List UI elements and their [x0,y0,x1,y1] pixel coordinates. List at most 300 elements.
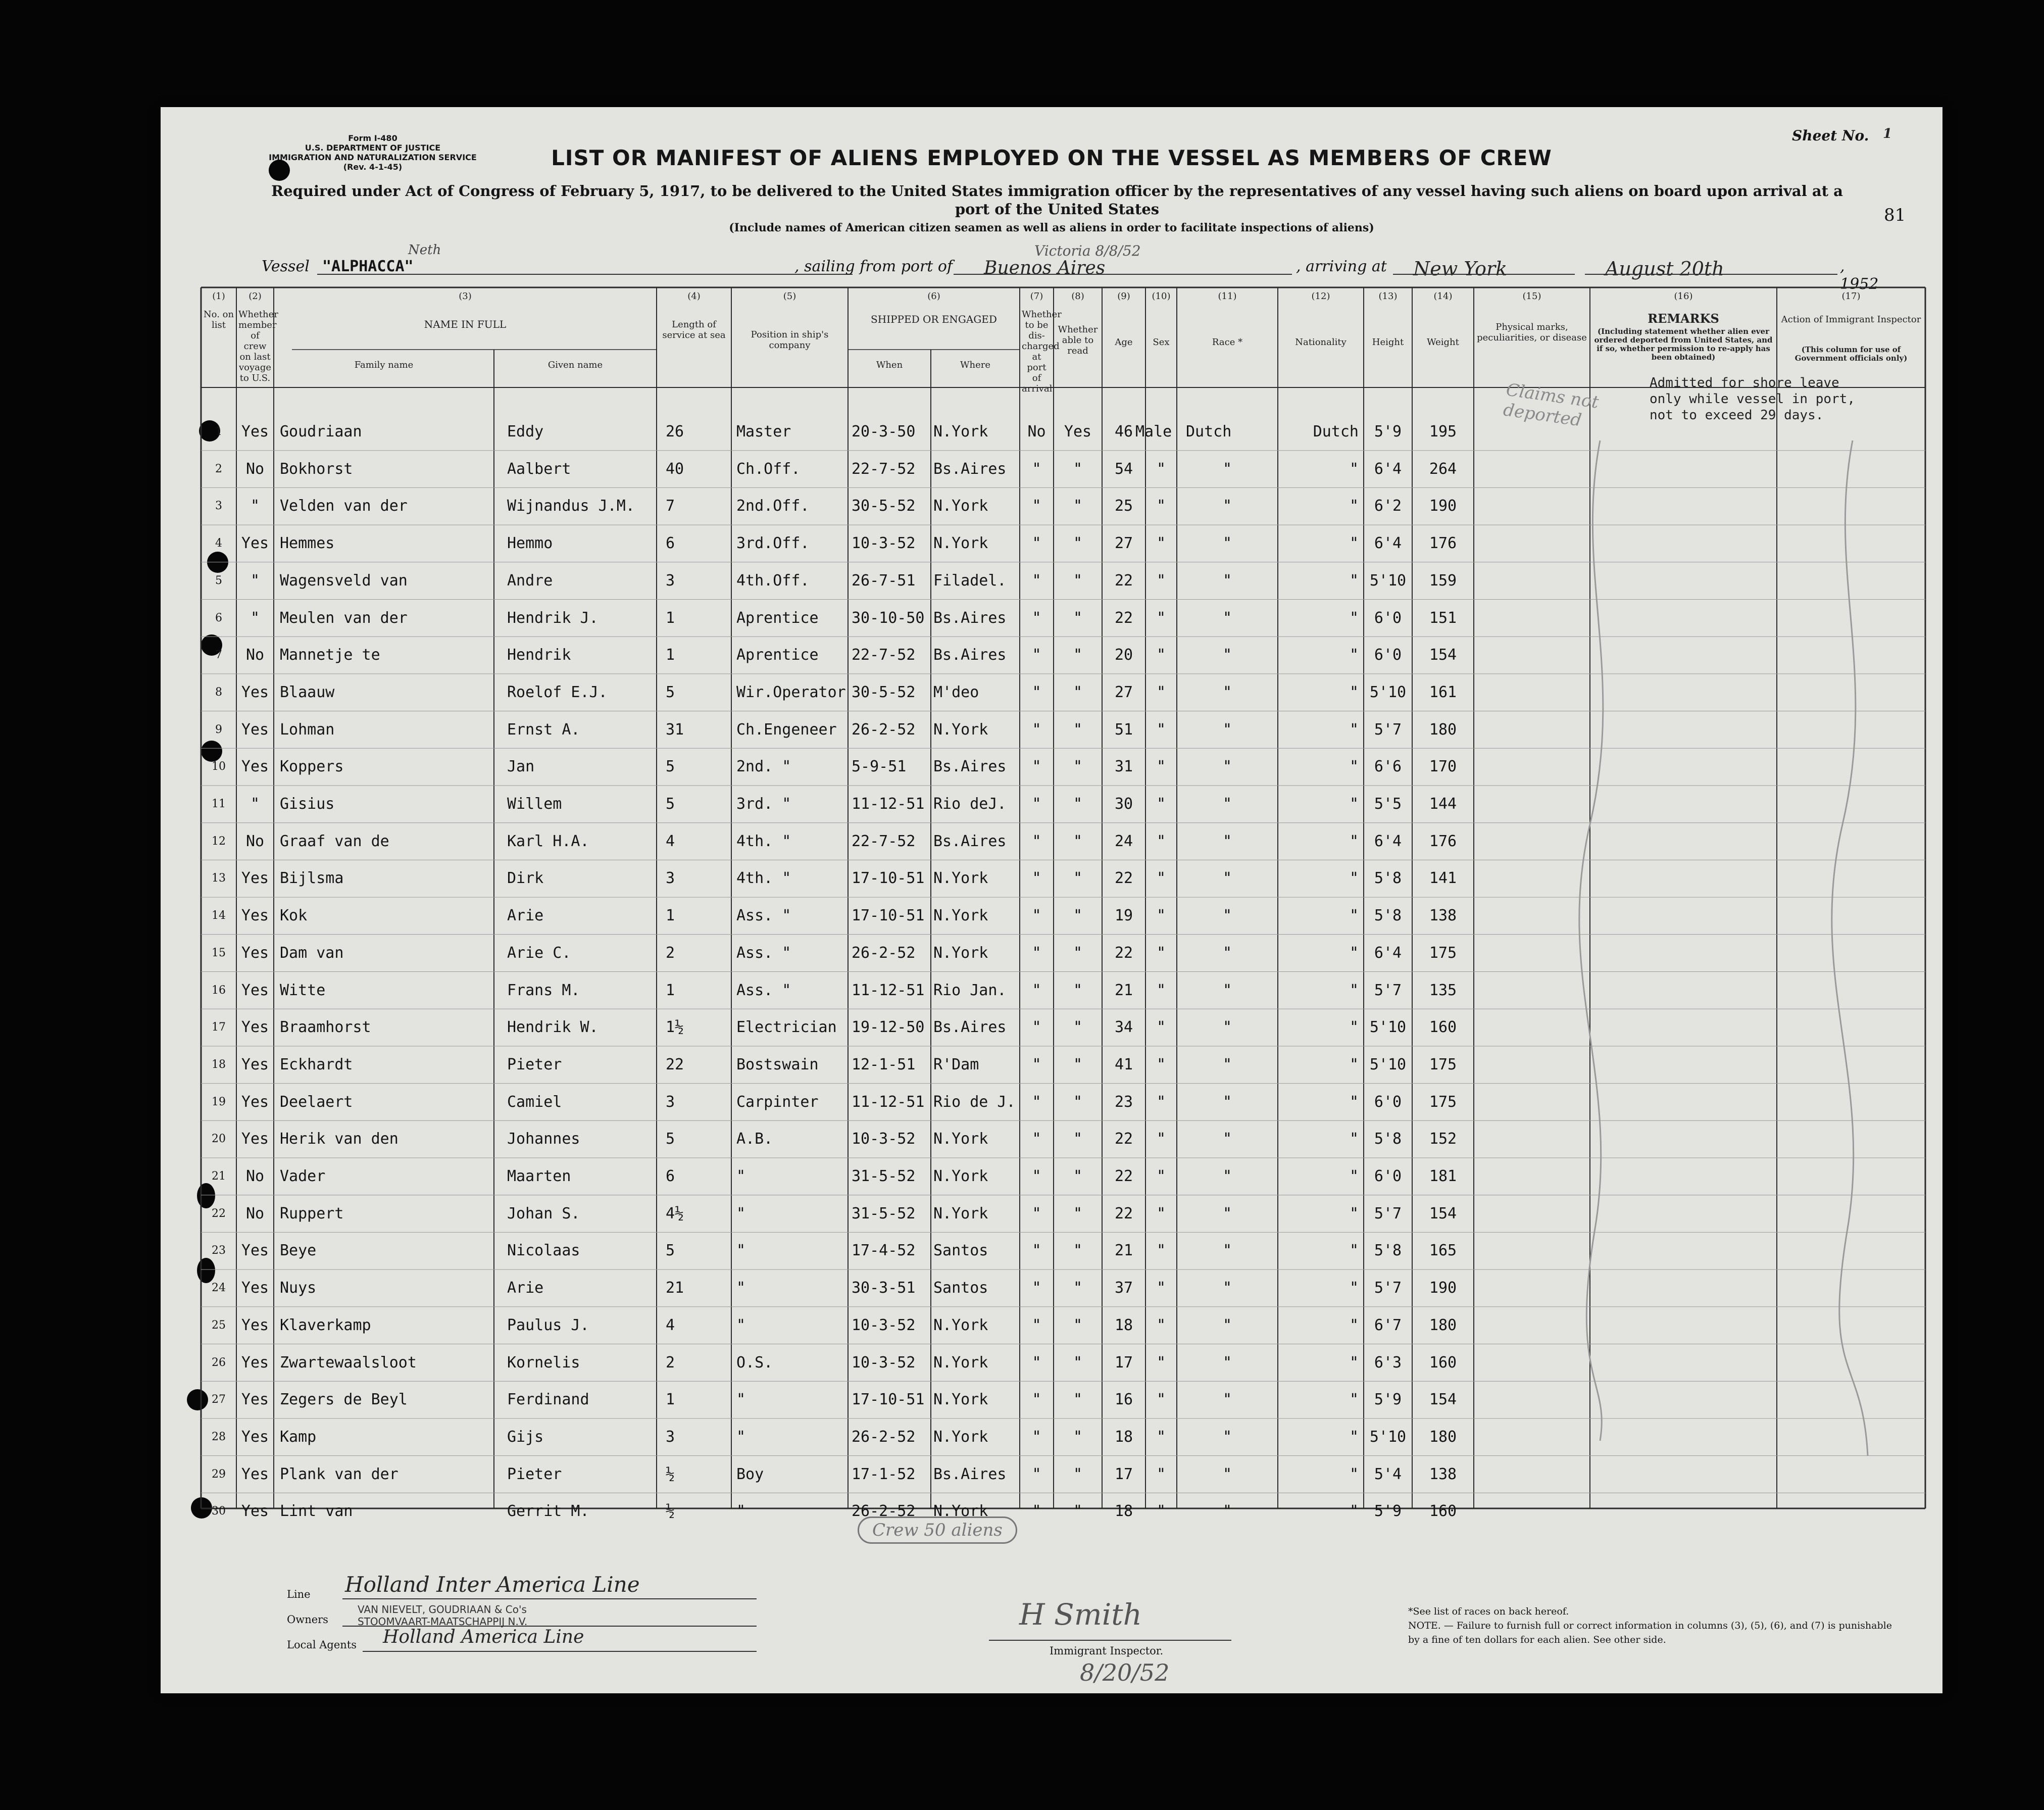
cell-length-of-service: 5 [666,795,675,813]
cell-crew-member: Yes [241,1391,269,1409]
cell-able-to-read: " [1073,646,1083,664]
cell-shipped-where: Bs.Aires [933,460,1007,478]
cell-weight: 161 [1429,683,1457,701]
cell-weight: 190 [1429,497,1457,515]
local-agents-label: Local Agents [287,1639,357,1651]
cell-crew-member: " [250,571,260,590]
cell-position: 4th. " [736,869,791,888]
cell-sex: " [1156,1502,1166,1521]
column-number: (3) [459,291,472,302]
cell-discharged: " [1032,720,1041,739]
cell-crew-member: Yes [241,1093,269,1111]
cell-age: 16 [1114,1391,1133,1409]
cell-race: " [1222,1279,1232,1297]
cell-family-name: Velden van der [280,497,408,515]
cell-sex: Male [1135,423,1172,441]
local-agents-value: Holland America Line [383,1627,584,1647]
races-note: *See list of races on back hereof. [1408,1606,1569,1617]
cell-discharged: " [1032,1093,1041,1111]
cell-family-name: Hemmes [280,534,335,553]
cell-family-name: Beye [280,1242,317,1260]
cell-discharged: " [1032,609,1041,627]
cell-nationality: " [1349,1204,1359,1222]
cell-given-name: Frans M. [507,981,580,999]
cell-shipped-when: 31-5-52 [852,1204,916,1222]
crew-count-note: Crew 50 aliens [858,1517,1017,1544]
cell-given-name: Dirk [507,869,544,888]
cell-age: 30 [1114,795,1133,813]
cell-age: 46 [1114,423,1133,441]
cell-shipped-when: 12-1-51 [852,1055,916,1073]
cell-shipped-when: 17-10-51 [852,907,925,925]
cell-family-name: Herik van den [280,1130,398,1148]
cell-able-to-read: " [1073,795,1083,813]
cell-nationality: " [1349,497,1359,515]
cell-no: 16 [212,984,226,997]
cell-given-name: Hemmo [507,534,553,553]
cell-sex: " [1156,534,1166,553]
cell-given-name: Arie [507,1279,544,1297]
cell-shipped-where: N.York [933,1167,988,1185]
cell-shipped-where: N.York [933,1353,988,1372]
cell-able-to-read: " [1073,1130,1083,1148]
inclusion-note: (Include names of American citizen seamen as well as aliens in order to facilitate inspections of aliens) [729,221,1374,234]
cell-crew-member: Yes [241,981,269,999]
cell-sex: " [1156,720,1166,739]
cell-nationality: " [1349,869,1359,888]
cell-crew-member: Yes [241,683,269,701]
header-able-to-read: Whether able to read [1058,324,1098,356]
cell-shipped-where: N.York [933,1391,988,1409]
cell-able-to-read: " [1073,534,1083,553]
cell-crew-member: Yes [241,907,269,925]
cell-height: 6'0 [1374,646,1402,664]
cell-sex: " [1156,1353,1166,1372]
cell-no: 22 [212,1207,226,1220]
inspector-date: 8/20/52 [1080,1659,1170,1686]
form-number: Form I-480 [348,133,397,143]
cell-nationality: " [1349,1465,1359,1483]
column-number: (13) [1378,291,1398,302]
cell-length-of-service: 5 [666,683,675,701]
cell-no: 28 [212,1430,226,1443]
cell-no: 5 [215,574,222,587]
cell-given-name: Wijnandus J.M. [507,497,635,515]
cell-nationality: " [1349,1502,1359,1521]
cell-crew-member: No [245,646,265,664]
cell-weight: 151 [1429,609,1457,627]
cell-able-to-read: " [1073,1502,1083,1521]
cell-shipped-where: M'deo [933,683,979,701]
cell-no: 17 [212,1021,226,1034]
cell-position: 2nd. " [736,758,791,776]
cell-no: 15 [212,946,226,959]
owners-line-1: VAN NIEVELT, GOUDRIAAN & Co's [358,1603,527,1616]
cell-no: 24 [212,1282,226,1295]
cell-given-name: Aalbert [507,460,571,478]
cell-shipped-where: Bs.Aires [933,1018,1007,1037]
cell-crew-member: Yes [241,720,269,739]
sailing-label: , sailing from port of [794,258,953,275]
cell-position: O.S. [736,1353,773,1372]
cell-crew-member: Yes [241,758,269,776]
cell-crew-member: Yes [241,1055,269,1073]
cell-no: 8 [215,686,222,699]
cell-weight: 152 [1429,1130,1457,1148]
cell-no: 29 [212,1467,226,1481]
cell-race: " [1222,1465,1232,1483]
column-number: (9) [1117,291,1130,302]
column-number: (7) [1030,291,1043,302]
cell-discharged: " [1032,1055,1041,1073]
cell-nationality: " [1349,1167,1359,1185]
cell-race: " [1222,1130,1232,1148]
cell-shipped-where: Bs.Aires [933,1465,1007,1483]
cell-shipped-where: Santos [933,1279,988,1297]
column-number: (8) [1071,291,1084,302]
cell-nationality: " [1349,832,1359,850]
cell-discharged: " [1032,1167,1041,1185]
cell-no: 18 [212,1058,226,1071]
cell-length-of-service: 5 [666,1242,675,1260]
header-length-of-service: Length of service at sea [662,319,726,340]
arriving-port: New York [1413,258,1508,280]
cell-family-name: Braamhorst [280,1018,371,1037]
cell-race: " [1222,497,1232,515]
cell-height: 6'4 [1374,944,1402,962]
column-number: (5) [783,291,796,302]
cell-height: 5'8 [1374,1130,1402,1148]
sailing-note: Victoria 8/8/52 [1034,242,1141,259]
header-given-name: Given name [547,360,603,370]
cell-length-of-service: 21 [666,1279,684,1297]
cell-discharged: " [1032,1316,1041,1334]
cell-sex: " [1156,683,1166,701]
page-title: LIST OR MANIFEST OF ALIENS EMPLOYED ON THE VESSEL AS MEMBERS OF CREW [551,145,1552,170]
cell-crew-member: Yes [241,1465,269,1483]
cell-race: " [1222,981,1232,999]
cell-nationality: " [1349,1279,1359,1297]
inspector-label: Immigrant Inspector. [1050,1645,1164,1657]
cell-length-of-service: 1 [666,609,675,627]
cell-shipped-where: N.York [933,1428,988,1446]
cell-no: 14 [212,909,226,922]
cell-shipped-where: N.York [933,1130,988,1148]
header-inspector-action-sub: (This column for use of Government officials only) [1794,345,1908,363]
cell-weight: 170 [1429,758,1457,776]
cell-able-to-read: " [1073,1279,1083,1297]
cell-crew-member: Yes [241,869,269,888]
cell-shipped-when: 10-3-52 [852,1353,916,1372]
vessel-label: Vessel [262,258,310,275]
cell-position: Carpinter [736,1093,819,1111]
cell-age: 27 [1114,534,1133,553]
cell-shipped-where: Bs.Aires [933,832,1007,850]
cell-position: Ch.Off. [736,460,801,478]
cell-nationality: " [1349,609,1359,627]
cell-family-name: Vader [280,1167,326,1185]
cell-no: 6 [215,611,222,624]
cell-weight: 144 [1429,795,1457,813]
department: U.S. DEPARTMENT OF JUSTICE [305,143,441,153]
cell-shipped-when: 22-7-52 [852,460,916,478]
cell-discharged: " [1032,683,1041,701]
header-physical-marks: Physical marks, peculiarities, or disease [1477,322,1587,343]
cell-shipped-where: Bs.Aires [933,609,1007,627]
owners-label: Owners [287,1613,328,1626]
cell-crew-member: " [250,497,260,515]
cell-age: 22 [1114,571,1133,590]
cell-given-name: Hendrik W. [507,1018,599,1037]
header-crew-member: Whether member of crew on last voyage to U.S. [238,309,278,383]
cell-given-name: Andre [507,571,553,590]
cell-weight: 176 [1429,832,1457,850]
cell-age: 22 [1114,609,1133,627]
cell-family-name: Plank van der [280,1465,398,1483]
cell-height: 6'2 [1374,497,1402,515]
cell-family-name: Klaverkamp [280,1316,371,1334]
column-number: (15) [1522,291,1541,302]
cell-given-name: Nicolaas [507,1242,580,1260]
cell-family-name: Nuys [280,1279,317,1297]
cell-no: 2 [215,462,222,475]
cell-shipped-when: 30-5-52 [852,497,916,515]
cell-weight: 160 [1429,1353,1457,1372]
cell-position: Master [736,423,791,441]
cell-height: 5'8 [1374,907,1402,925]
cell-discharged: " [1032,1428,1041,1446]
cell-given-name: Ernst A. [507,720,580,739]
cell-nationality: " [1349,1093,1359,1111]
cell-shipped-where: R'Dam [933,1055,979,1073]
cell-discharged: " [1032,1353,1041,1372]
cell-sex: " [1156,944,1166,962]
cell-weight: 154 [1429,646,1457,664]
cell-able-to-read: " [1073,1428,1083,1446]
cell-shipped-when: 26-2-52 [852,1428,916,1446]
column-number: (10) [1152,291,1171,302]
owners-value [358,1603,527,1628]
header-where: Where [960,360,990,370]
cell-race: " [1222,534,1232,553]
cell-age: 21 [1114,981,1133,999]
cell-weight: 138 [1429,1465,1457,1483]
cell-height: 5'9 [1374,1502,1402,1521]
cell-age: 17 [1114,1353,1133,1372]
sailing-port: Buenos Aires [984,258,1106,278]
cell-discharged: " [1032,1279,1041,1297]
cell-family-name: Witte [280,981,326,999]
cell-length-of-service: 40 [666,460,684,478]
cell-given-name: Pieter [507,1465,562,1483]
cell-discharged: " [1032,907,1041,925]
column-number: (16) [1674,291,1693,302]
cell-length-of-service: ½ [666,1502,675,1521]
cell-height: 5'10 [1369,683,1407,701]
cell-able-to-read: " [1073,758,1083,776]
cell-shipped-when: 11-12-51 [852,981,925,999]
cell-sex: " [1156,832,1166,850]
cell-race: " [1222,1316,1232,1334]
cell-shipped-when: 26-2-52 [852,720,916,739]
cell-shipped-where: N.York [933,1316,988,1334]
header-remarks-sub: (Including statement whether alien ever ordered deported from United States, and if so, whether permission to re-apply has been obtained) [1594,327,1773,362]
cell-nationality: " [1349,683,1359,701]
cell-discharged: " [1032,1130,1041,1148]
cell-nationality: " [1349,944,1359,962]
cell-race: " [1222,944,1232,962]
cell-weight: 181 [1429,1167,1457,1185]
cell-no: 10 [212,760,226,773]
cell-given-name: Hendrik J. [507,609,599,627]
cell-height: 5'7 [1374,1279,1402,1297]
cell-discharged: " [1032,646,1041,664]
cell-age: 54 [1114,460,1133,478]
cell-shipped-when: 17-1-52 [852,1465,916,1483]
cell-discharged: " [1032,1242,1041,1260]
cell-height: 6'4 [1374,460,1402,478]
cell-race: " [1222,795,1232,813]
cell-shipped-when: 5-9-51 [852,758,907,776]
cell-race: " [1222,1204,1232,1222]
cell-race: " [1222,683,1232,701]
cell-nationality: " [1349,1316,1359,1334]
header-family-name: Family name [354,360,414,370]
cell-height: 5'5 [1374,795,1402,813]
cell-nationality: " [1349,1428,1359,1446]
cell-age: 31 [1114,758,1133,776]
cell-sex: " [1156,1204,1166,1222]
cell-no: 26 [212,1356,226,1369]
cell-length-of-service: 6 [666,534,675,553]
cell-sex: " [1156,460,1166,478]
cell-weight: 135 [1429,981,1457,999]
cell-race: " [1222,1055,1232,1073]
cell-crew-member: Yes [241,1130,269,1148]
cell-height: 6'6 [1374,758,1402,776]
cell-given-name: Jan [507,758,535,776]
cell-crew-member: " [250,609,260,627]
cell-no: 25 [212,1318,226,1332]
cell-age: 24 [1114,832,1133,850]
cell-given-name: Johan S. [507,1204,580,1222]
cell-no: 4 [215,537,222,550]
cell-crew-member: Yes [241,1279,269,1297]
cell-length-of-service: 3 [666,1093,675,1111]
vessel-nationality-note: Neth [408,242,441,258]
cell-sex: " [1156,497,1166,515]
cell-nationality: " [1349,646,1359,664]
cell-discharged: " [1032,1391,1041,1409]
cell-discharged: " [1032,1018,1041,1037]
cell-weight: 175 [1429,944,1457,962]
cell-shipped-when: 26-7-51 [852,571,916,590]
cell-race: " [1222,907,1232,925]
cell-discharged: " [1032,981,1041,999]
cell-family-name: Kamp [280,1428,317,1446]
header-weight: Weight [1427,337,1459,348]
cell-sex: " [1156,869,1166,888]
cell-family-name: Meulen van der [280,609,408,627]
cell-race: " [1222,869,1232,888]
table-row [161,1493,1942,1530]
vessel-name: "ALPHACCA" [322,258,414,275]
cell-no: 13 [212,872,226,885]
cell-position: 4th.Off. [736,571,810,590]
cell-age: 19 [1114,907,1133,925]
cell-weight: 175 [1429,1093,1457,1111]
cell-race: " [1222,571,1232,590]
cell-length-of-service: 1 [666,981,675,999]
cell-no: 20 [212,1133,226,1146]
cell-position: Bostswain [736,1055,819,1073]
cell-weight: 180 [1429,1316,1457,1334]
cell-able-to-read: " [1073,1391,1083,1409]
cell-height: 6'0 [1374,1167,1402,1185]
page-subtitle: Required under Act of Congress of February 5, 1917, to be delivered to the United States immigration officer by the representatives of any vessel having such aliens on board upon arrival at a port of the United States [271,182,1843,218]
cell-race: " [1222,1502,1232,1521]
cell-sex: " [1156,795,1166,813]
cell-age: 37 [1114,1279,1133,1297]
cell-age: 22 [1114,869,1133,888]
cell-weight: 176 [1429,534,1457,553]
cell-family-name: Koppers [280,758,344,776]
cell-length-of-service: 6 [666,1167,675,1185]
cell-family-name: Bokhorst [280,460,353,478]
cell-shipped-where: N.York [933,1204,988,1222]
header-height: Height [1372,337,1404,348]
cell-able-to-read: " [1073,832,1083,850]
cell-nationality: " [1349,795,1359,813]
cell-sex: " [1156,1316,1166,1334]
cell-age: 20 [1114,646,1133,664]
cell-age: 21 [1114,1242,1133,1260]
cell-age: 18 [1114,1502,1133,1521]
arrival-date: August 20th [1605,258,1724,280]
cell-shipped-where: N.York [933,497,988,515]
cell-length-of-service: 1 [666,646,675,664]
cell-given-name: Willem [507,795,562,813]
cell-sex: " [1156,1167,1166,1185]
cell-age: 51 [1114,720,1133,739]
cell-family-name: Mannetje te [280,646,380,664]
column-number: (14) [1433,291,1453,302]
cell-position: 3rd.Off. [736,534,810,553]
cell-position: " [736,1502,746,1521]
cell-sex: " [1156,981,1166,999]
cell-weight: 160 [1429,1018,1457,1037]
cell-shipped-when: 30-5-52 [852,683,916,701]
cell-sex: " [1156,1279,1166,1297]
cell-sex: " [1156,1391,1166,1409]
cell-able-to-read: " [1073,1167,1083,1185]
cell-given-name: Maarten [507,1167,571,1185]
cell-position: A.B. [736,1130,773,1148]
cell-position: Aprentice [736,646,819,664]
cell-shipped-when: 10-3-52 [852,1130,916,1148]
cell-race: " [1222,1093,1232,1111]
cell-race: " [1222,1242,1232,1260]
cell-age: 27 [1114,683,1133,701]
cell-nationality: " [1349,1391,1359,1409]
cell-shipped-where: Rio Jan. [933,981,1007,999]
cell-family-name: Eckhardt [280,1055,353,1073]
cell-weight: 175 [1429,1055,1457,1073]
cell-given-name: Eddy [507,423,544,441]
cell-nationality: " [1349,534,1359,553]
cell-shipped-when: 26-2-52 [852,944,916,962]
cell-length-of-service: 1 [666,1391,675,1409]
